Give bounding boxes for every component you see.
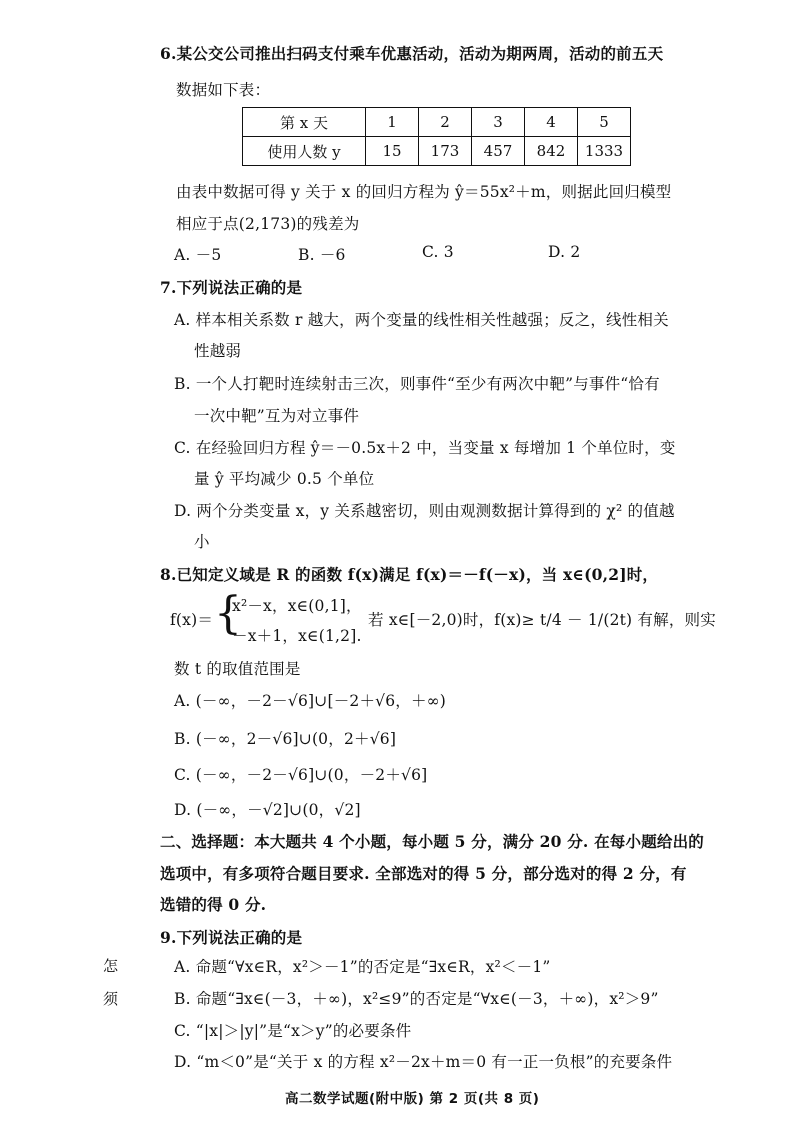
- section2-line1: 二、选择题：本大题共 4 个小题，每小题 5 分，满分 20 分. 在每小题给出的: [160, 832, 705, 851]
- page-footer: 高二数学试题(附中版) 第 2 页(共 8 页): [285, 1091, 540, 1107]
- q6-stem-line1: 6.某公交公司推出扫码支付乘车优惠活动，活动为期两周，活动的前五天: [160, 44, 664, 63]
- q7-option-b-line1: B. 一个人打靶时连续射击三次，则事件“至少有两次中靶”与事件“恰有: [174, 375, 660, 393]
- table-cell: 457: [472, 137, 525, 166]
- q8-option-a: A. (－∞，－2－√6]∪[－2＋√6，＋∞): [174, 692, 447, 710]
- piecewise-brace: {: [214, 588, 242, 639]
- table-cell: 1: [366, 108, 419, 137]
- table-header-users: 使用人数 y: [243, 137, 366, 166]
- table-cell: 3: [472, 108, 525, 137]
- q6-option-d: D. 2: [548, 243, 581, 261]
- section2-line2: 选项中，有多项符合题目要求. 全部选对的得 5 分，部分选对的得 2 分，有: [160, 864, 687, 883]
- q6-data-table: [242, 107, 631, 166]
- q7-option-c-line2: 量 ŷ 平均减少 0.5 个单位: [194, 470, 375, 488]
- table-cell: 1333: [578, 137, 631, 166]
- q6-stem-line2: 数据如下表：: [176, 81, 271, 99]
- q8-case2: －x＋1，x∈(1,2].: [232, 627, 362, 645]
- q7-option-d-line1: D. 两个分类变量 x，y 关系越密切，则由观测数据计算得到的 χ² 的值越: [174, 502, 675, 520]
- q8-option-c: C. (－∞，－2－√6]∪(0，－2＋√6]: [174, 766, 428, 784]
- q9-option-d: D. “m＜0”是“关于 x 的方程 x²－2x＋m＝0 有一正一负根”的充要条件: [174, 1053, 673, 1071]
- table-cell: 5: [578, 108, 631, 137]
- table-cell: 842: [525, 137, 578, 166]
- q8-option-b: B. (－∞，2－√6]∪(0，2＋√6]: [174, 730, 397, 748]
- q6-option-a: A. －5: [174, 246, 222, 264]
- q7-option-b-line2: 一次中靶”互为对立事件: [194, 407, 360, 425]
- q9-option-b: B. 命题“∃x∈(－3，＋∞)，x²≤9”的否定是“∀x∈(－3，＋∞)，x²＞9”: [174, 990, 659, 1008]
- q7-option-a-line2: 性越弱: [194, 342, 242, 360]
- q8-condition: 若 x∈[－2,0)时，f(x)≥ t/4 － 1/(2t) 有解，则实: [368, 611, 716, 629]
- q7-stem: 7.下列说法正确的是: [160, 278, 303, 297]
- table-row: [243, 137, 631, 166]
- table-header-day: 第 x 天: [243, 108, 366, 137]
- q8-case1: x²－x，x∈(0,1]，: [232, 597, 362, 615]
- q8-stem-line1: 8.已知定义域是 R 的函数 f(x)满足 f(x)＝－f(－x)，当 x∈(0,2]时，: [160, 565, 659, 584]
- q9-stem: 9.下列说法正确的是: [160, 928, 303, 947]
- table-row: [243, 108, 631, 137]
- q6-option-c: C. 3: [422, 243, 454, 261]
- section2-line3: 选错的得 0 分.: [160, 895, 267, 914]
- table-cell: 173: [419, 137, 472, 166]
- q7-option-c-line1: C. 在经验回归方程 ŷ＝－0.5x＋2 中，当变量 x 每增加 1 个单位时，变: [174, 439, 676, 457]
- q9-option-c: C. “|x|＞|y|”是“x＞y”的必要条件: [174, 1022, 412, 1040]
- table-cell: 15: [366, 137, 419, 166]
- margin-char-2: 须: [103, 990, 119, 1008]
- q9-option-a: A. 命题“∀x∈R，x²＞－1”的否定是“∃x∈R，x²＜－1”: [174, 958, 551, 976]
- margin-char-1: 怎: [103, 957, 119, 975]
- q7-option-a-line1: A. 样本相关系数 r 越大，两个变量的线性相关性越强；反之，线性相关: [174, 311, 669, 329]
- q6-text-line2: 相应于点(2,173)的残差为: [176, 215, 360, 233]
- q8-stem-line3: 数 t 的取值范围是: [174, 660, 301, 678]
- q6-option-b: B. －6: [298, 246, 346, 264]
- q7-option-d-line2: 小: [194, 533, 210, 551]
- q6-text-line1: 由表中数据可得 y 关于 x 的回归方程为 ŷ＝55x²＋m，则据此回归模型: [176, 183, 672, 201]
- table-cell: 4: [525, 108, 578, 137]
- table-cell: 2: [419, 108, 472, 137]
- q8-function-label: f(x)＝: [170, 611, 214, 629]
- q8-option-d: D. (－∞，－√2]∪(0，√2]: [174, 801, 361, 819]
